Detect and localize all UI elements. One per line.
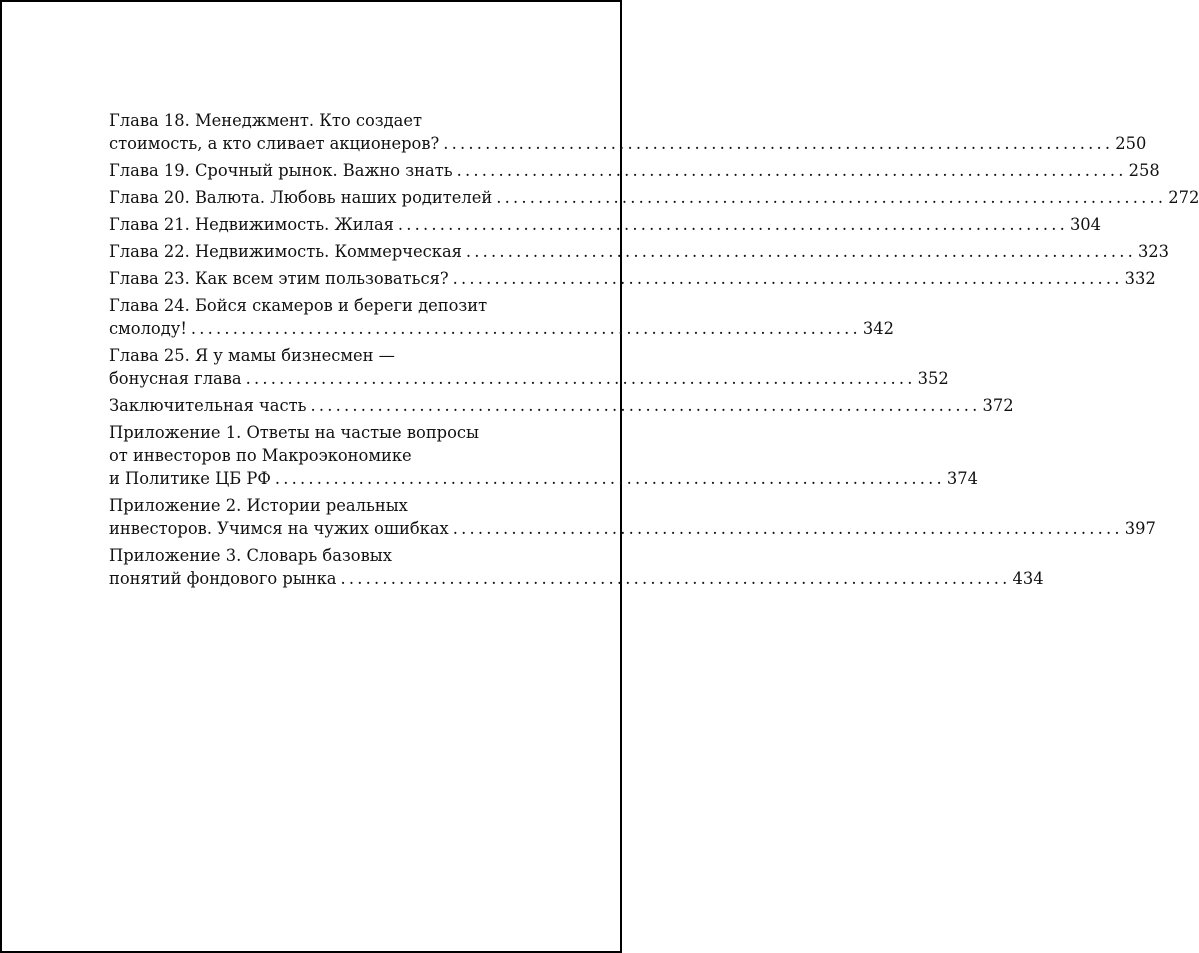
toc-entry-last-line (109, 467, 978, 490)
toc-entry-line: Приложение 3. Словарь базовых (109, 546, 392, 565)
toc-entry[interactable] (109, 394, 1014, 417)
toc-entry[interactable] (109, 240, 1170, 263)
toc-entry[interactable] (109, 109, 1147, 155)
toc-entry-title: Глава 21. Недвижимость. Жилая (109, 215, 394, 234)
toc-entry-last-line (109, 267, 1156, 290)
dot-leader: ................................................................................ (456, 161, 1127, 180)
toc-entry[interactable] (109, 544, 1044, 590)
toc-page-number: 397 (1124, 519, 1156, 538)
toc-page-number: 272 (1168, 188, 1199, 207)
toc-entry-last-line (109, 567, 1044, 590)
toc-entry-last-line (109, 159, 1160, 182)
toc-page-number: 352 (917, 369, 949, 388)
table-of-contents (109, 109, 1199, 594)
toc-entry[interactable] (109, 494, 1156, 540)
dot-leader: ................................................................................ (245, 369, 916, 388)
dot-leader: ................................................................................ (465, 242, 1136, 261)
toc-entry-last-line (109, 394, 1014, 417)
toc-page-number: 250 (1115, 134, 1147, 153)
toc-entry-last-line (109, 367, 949, 390)
toc-page-number: 372 (982, 396, 1014, 415)
toc-page-number: 323 (1137, 242, 1170, 261)
toc-entry-last-line (109, 213, 1102, 236)
toc-entry-title: смолоду! (109, 319, 187, 338)
toc-entry-line: от инвесторов по Макроэкономике (109, 446, 412, 465)
dot-leader: ................................................................................ (397, 215, 1068, 234)
toc-entry[interactable] (109, 213, 1102, 236)
toc-page-number: 434 (1012, 569, 1044, 588)
toc-entry-line: Глава 18. Менеджмент. Кто создает (109, 111, 423, 130)
toc-entry-title: и Политике ЦБ РФ (109, 469, 271, 488)
toc-entry-line: Глава 24. Бойся скамеров и береги депозит (109, 296, 488, 315)
toc-entry-last-line (109, 517, 1156, 540)
dot-leader: ................................................................................ (274, 469, 945, 488)
toc-page-number: 342 (862, 319, 894, 338)
toc-entry-last-line (109, 317, 894, 340)
dot-leader: ................................................................................ (496, 188, 1167, 207)
toc-entry-title: Глава 19. Срочный рынок. Важно знать (109, 161, 453, 180)
toc-page-number: 304 (1069, 215, 1102, 234)
dot-leader: ................................................................................ (310, 396, 981, 415)
toc-entry-last-line (109, 132, 1147, 155)
toc-entry[interactable] (109, 294, 894, 340)
toc-entry-line: Приложение 1. Ответы на частые вопросы (109, 423, 479, 442)
dot-leader: ................................................................................ (190, 319, 861, 338)
toc-entry-title: стоимость, а кто сливает акционеров? (109, 134, 440, 153)
toc-entry-title: понятий фондового рынка (109, 569, 337, 588)
toc-entry-title: Глава 22. Недвижимость. Коммерческая (109, 242, 462, 261)
toc-page-number: 258 (1128, 161, 1160, 180)
toc-entry-line: Приложение 2. Истории реальных (109, 496, 408, 515)
toc-page-number: 374 (946, 469, 978, 488)
toc-entry-last-line (109, 240, 1170, 263)
dot-leader: ................................................................................ (452, 269, 1123, 288)
dot-leader: ................................................................................ (452, 519, 1123, 538)
toc-entry-line: Глава 25. Я у мамы бизнесмен — (109, 346, 395, 365)
toc-entry-title: Глава 20. Валюта. Любовь наших родителей (109, 188, 493, 207)
toc-entry[interactable] (109, 159, 1160, 182)
toc-entry[interactable] (109, 344, 949, 390)
toc-entry-last-line (109, 186, 1199, 209)
toc-entry-title: Глава 23. Как всем этим пользоваться? (109, 269, 449, 288)
dot-leader: ................................................................................ (443, 134, 1114, 153)
toc-entry-title: бонусная глава (109, 369, 242, 388)
toc-entry[interactable] (109, 186, 1199, 209)
dot-leader: ................................................................................ (340, 569, 1011, 588)
toc-entry[interactable] (109, 421, 978, 490)
toc-entry-title: Заключительная часть (109, 396, 307, 415)
toc-page-number: 332 (1124, 269, 1156, 288)
toc-entry-title: инвесторов. Учимся на чужих ошибках (109, 519, 449, 538)
toc-entry[interactable] (109, 267, 1156, 290)
